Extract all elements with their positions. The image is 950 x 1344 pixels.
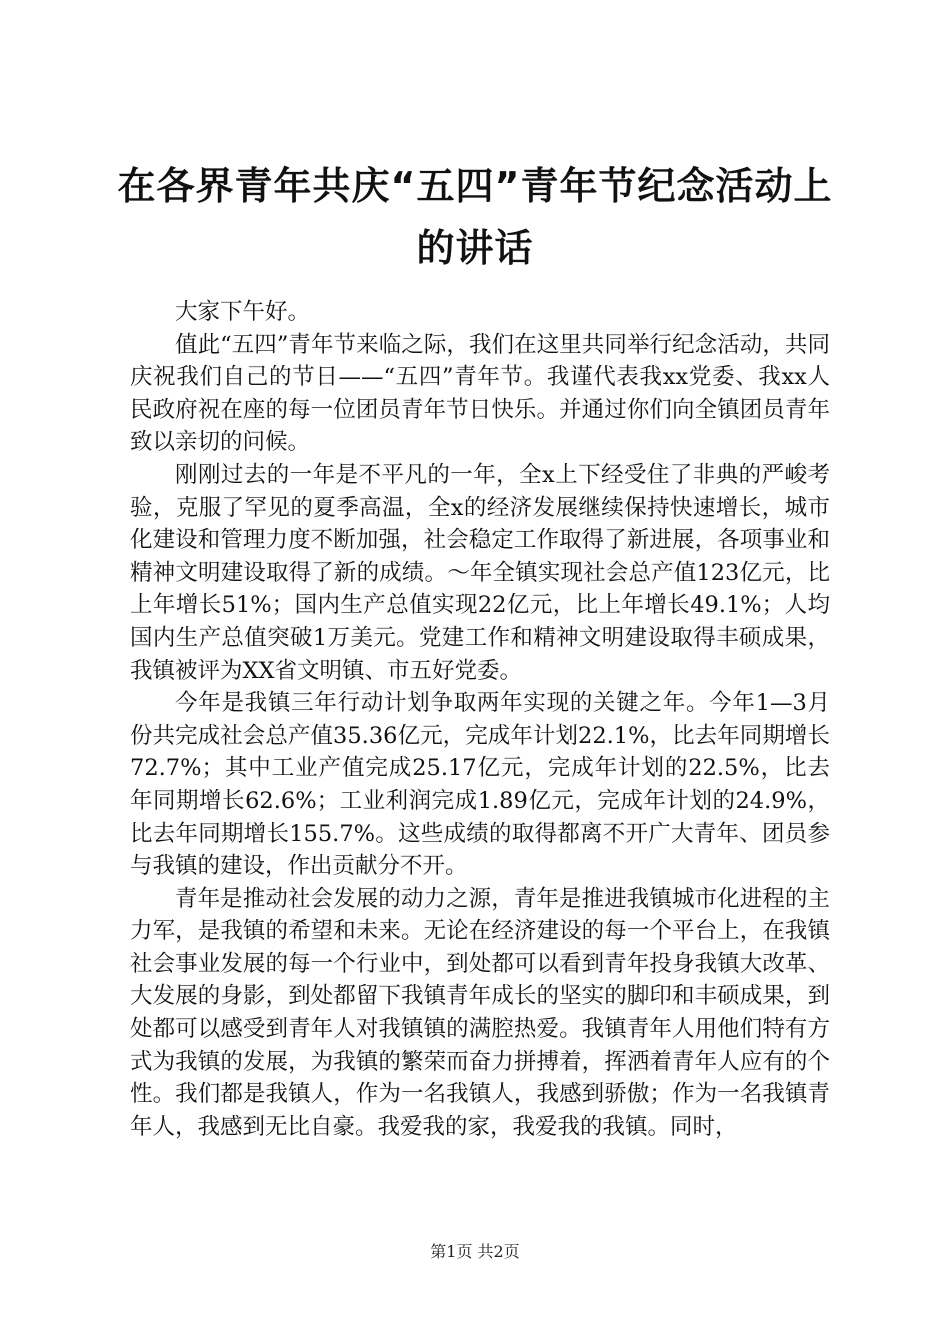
document-body xyxy=(130,296,830,1143)
document-title: 在各界青年共庆“五四”青年节纪念活动上的讲话 xyxy=(117,164,833,270)
paragraph-last-year-review: 刚刚过去的一年是不平凡的一年，全x上下经受住了非典的严峻考验，克服了罕见的夏季高温，全x的经济发展继续保持快速增长，城市化建设和管理力度不断加强，社会稳定工作取得了新进展，各项事业和精神文明建设取得了新的成绩。～年全镇实现社会总产值123亿元，比上年增长51%；国内生产总值实现22亿元，比上年增长49.1%；人均国内生产总值突破1万美元。党建工作和精神文明建设取得丰硕成果，我镇被评为XX省文明镇、市五好党委。 xyxy=(130,461,830,684)
paragraph-opening: 值此“五四”青年节来临之际，我们在这里共同举行纪念活动，共同庆祝我们自己的节日——“五四”青年节。我谨代表我xx党委、我xx人民政府祝在座的每一位团员青年节日快乐。并通过你们向全镇团员青年致以亲切的问候。 xyxy=(130,331,830,456)
paragraph-youth-role: 青年是推动社会发展的动力之源，青年是推进我镇城市化进程的主力军，是我镇的希望和未来。无论在经济建设的每一个平台上，在我镇社会事业发展的每一个行业中，到处都可以看到青年投身我镇大改革、大发展的身影，到处都留下我镇青年成长的坚实的脚印和丰硕成果，到处都可以感受到青年人对我镇镇的满腔热爱。我镇青年人用他们特有方式为我镇的发展，为我镇的繁荣而奋力拼搏着，挥洒着青年人应有的个性。我们都是我镇人，作为一名我镇人，我感到骄傲；作为一名我镇青年人，我感到无比自豪。我爱我的家，我爱我的我镇。同时， xyxy=(130,885,830,1140)
paragraph-greeting: 大家下午好。 xyxy=(175,299,311,325)
page-number-footer: 第1页 共2页 xyxy=(430,1242,520,1261)
paragraph-this-year-progress: 今年是我镇三年行动计划争取两年实现的关键之年。今年1—3月份共完成社会总产值35.36亿元，完成年计划22.1%，比去年同期增长72.7%；其中工业产值完成25.17亿元，完成年计划的22.5%，比去年同期增长62.6%；工业利润完成1.89亿元，完成年计划的24.9%，比去年同期增长155.7%。这些成绩的取得都离不开广大青年、团员参与我镇的建设，作出贡献分不开。 xyxy=(130,690,830,880)
